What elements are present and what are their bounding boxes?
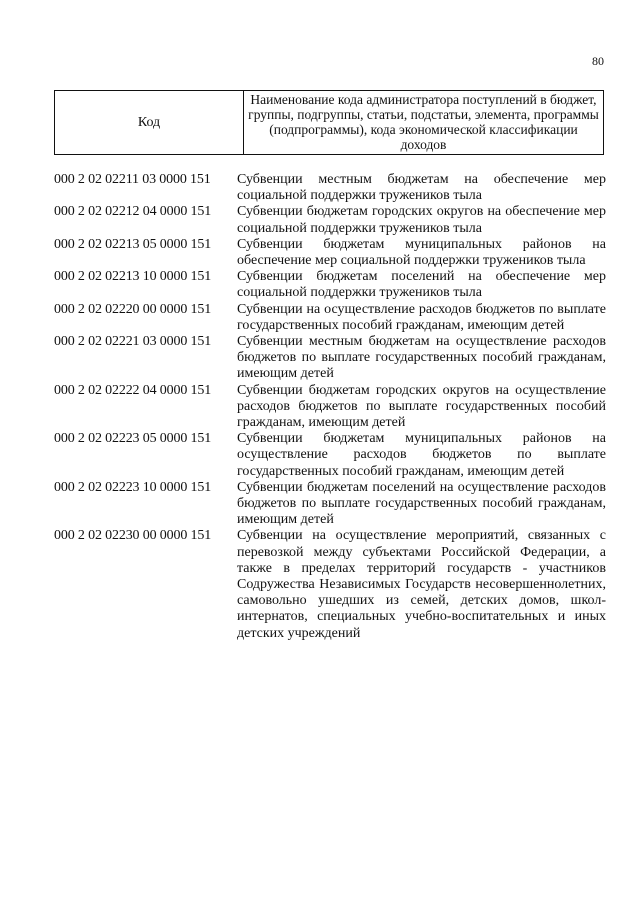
row-code: 000 2 02 02223 10 0000 151 bbox=[54, 479, 212, 495]
row-description: Субвенции на осуществление мероприятий, связанных с перевозкой между субъектами Российской Федерации, а также в пределах территорий государств - участников Содружества Независимых Государств несовершеннолетних, самовольно ушедших из семей, детских домов, школ-интернатов, специальных учебно-воспитательных и иных детских учреждений bbox=[237, 528, 606, 641]
row-description: Субвенции местным бюджетам на обеспечение мер социальной поддержки тружеников тыла bbox=[237, 172, 606, 204]
list-item bbox=[54, 302, 606, 334]
list-item bbox=[54, 383, 606, 432]
row-code: 000 2 02 02213 05 0000 151 bbox=[54, 236, 212, 252]
list-item bbox=[54, 334, 606, 383]
row-code: 000 2 02 02213 10 0000 151 bbox=[54, 269, 212, 285]
row-description: Субвенции бюджетам городских округов на обеспечение мер социальной поддержки тружеников тыла bbox=[237, 204, 606, 236]
row-code: 000 2 02 02212 04 0000 151 bbox=[54, 204, 212, 220]
row-code: 000 2 02 02230 00 0000 151 bbox=[54, 528, 212, 544]
header-name-cell: Наименование кода администратора поступлений в бюджет, группы, подгруппы, статьи, подстатьи, элемента, программы (подпрограммы), кода экономической классификации доходов bbox=[244, 91, 604, 155]
header-table bbox=[54, 90, 604, 155]
row-description: Субвенции бюджетам муниципальных районов на обеспечение мер социальной поддержки тружеников тыла bbox=[237, 236, 606, 269]
row-code: 000 2 02 02221 03 0000 151 bbox=[54, 334, 212, 350]
list-item bbox=[54, 480, 606, 529]
row-code: 000 2 02 02223 05 0000 151 bbox=[54, 431, 212, 447]
row-description: Субвенции бюджетам муниципальных районов на осуществление расходов бюджетов по выплате государственных пособий гражданам, имеющим детей bbox=[237, 431, 606, 479]
classification-list bbox=[54, 172, 606, 642]
row-code: 000 2 02 02220 00 0000 151 bbox=[54, 301, 212, 317]
list-item bbox=[54, 269, 606, 301]
list-item bbox=[54, 431, 606, 480]
row-code: 000 2 02 02222 04 0000 151 bbox=[54, 382, 212, 398]
row-description: Субвенции местным бюджетам на осуществление расходов бюджетов по выплате государственных пособий гражданам, имеющим детей bbox=[237, 334, 606, 382]
row-code: 000 2 02 02211 03 0000 151 bbox=[54, 172, 211, 187]
row-description: Субвенции бюджетам городских округов на осуществление расходов бюджетов по выплате государственных пособий гражданам, имеющим детей bbox=[237, 382, 606, 431]
page-number: 80 bbox=[592, 54, 604, 68]
list-item bbox=[54, 528, 606, 641]
list-item bbox=[54, 237, 606, 269]
row-description: Субвенции на осуществление расходов бюджетов по выплате государственных пособий гражданам, имеющим детей bbox=[237, 301, 606, 333]
row-description: Субвенции бюджетам поселений на обеспечение мер социальной поддержки тружеников тыла bbox=[237, 269, 606, 301]
header-code-cell: Код bbox=[55, 91, 244, 155]
header-row bbox=[55, 91, 604, 155]
list-item bbox=[54, 204, 606, 236]
row-description: Субвенции бюджетам поселений на осуществление расходов бюджетов по выплате государственных пособий гражданам, имеющим детей bbox=[237, 479, 606, 528]
list-item bbox=[54, 172, 606, 204]
